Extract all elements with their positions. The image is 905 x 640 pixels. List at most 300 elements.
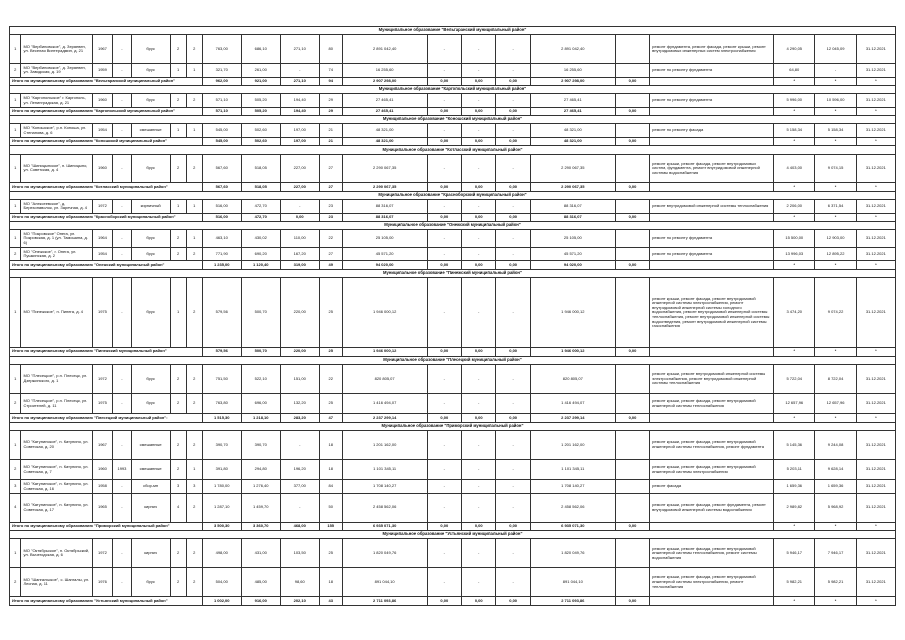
total-c11: 0,00	[427, 183, 461, 191]
total-c13: 0,00	[496, 348, 530, 356]
cell-s2: 485,00	[241, 568, 280, 597]
cell-s3: 220,00	[280, 278, 319, 348]
cell-s1: 504,00	[202, 568, 241, 597]
cell-people: 80	[319, 35, 342, 64]
total-s2: 472,70	[241, 213, 280, 221]
cell-date: 31.12.2021	[856, 94, 895, 107]
group-header-row	[10, 146, 896, 154]
cell-c3: -	[113, 278, 131, 348]
cell-date: 31.12.2021	[856, 64, 895, 77]
total-people: 43	[319, 597, 342, 606]
total-s2: 3 360,70	[241, 522, 280, 530]
cell-year: 1964	[92, 230, 113, 248]
total-label: Итого по муниципальному образованию "Онежский муниципальный район"	[10, 261, 203, 269]
empty-cell	[650, 261, 774, 269]
total-c11: 0,00	[427, 522, 461, 530]
total-s1: 962,00	[202, 77, 241, 85]
total-cost2: *	[815, 522, 856, 530]
cell-entr: 1	[186, 460, 202, 480]
cell-c12: -	[462, 480, 496, 493]
cell-floors: 1	[170, 278, 186, 348]
cell-people: 21	[319, 124, 342, 137]
table-row	[10, 94, 896, 107]
cell-s1: 567,60	[202, 154, 241, 183]
total-c13: 0,00	[496, 183, 530, 191]
cell-works: ремонт по ремонту фундамента	[650, 230, 774, 248]
cell-c14: 1 820 049,76	[530, 539, 615, 568]
total-s3: 319,00	[280, 261, 319, 269]
group-title: Муниципальное образование "Устьянский муниципальный район"	[10, 531, 896, 539]
cell-cost1: 15 500,00	[774, 230, 815, 248]
cell-entr: 2	[186, 364, 202, 393]
cell-c11: -	[427, 431, 461, 460]
cell-s1: 516,00	[202, 200, 241, 213]
total-date: *	[856, 348, 895, 356]
cell-total: 1 416 494,07	[342, 393, 427, 413]
total-s2: 916,00	[241, 597, 280, 606]
cell-address: МО "Плесецкое", р.п. Плесецк, ул. Строителей, д. 11	[21, 393, 92, 413]
cell-cost2: 12 895,22	[815, 248, 856, 261]
total-total: 94 020,00	[342, 261, 427, 269]
cell-c11: -	[427, 460, 461, 480]
total-date: *	[856, 137, 895, 145]
total-s1: 545,00	[202, 137, 241, 145]
cell-c13: -	[496, 94, 530, 107]
cell-c14: 16 255,60	[530, 64, 615, 77]
cell-c12: -	[462, 431, 496, 460]
group-header-row	[10, 221, 896, 229]
total-s3: 468,00	[280, 522, 319, 530]
total-c11: 0,00	[427, 597, 461, 606]
cell-c11: -	[427, 539, 461, 568]
cell-material: брус	[131, 568, 170, 597]
cell-c14: 2 290 067,35	[530, 154, 615, 183]
group-header-row	[10, 27, 896, 35]
cell-address: МО "Плесецкое", р.п. Плесецк, ул. Дзержинского, д. 1	[21, 364, 92, 393]
cell-year: 1975	[92, 393, 113, 413]
cell-total: 88 316,07	[342, 200, 427, 213]
cell-c12: -	[462, 364, 496, 393]
cell-n: 2	[10, 64, 21, 77]
total-c14: 94 020,00	[530, 261, 615, 269]
cell-c14: 891 044,10	[530, 568, 615, 597]
cell-entr: 1	[186, 64, 202, 77]
cell-year: 1967	[92, 431, 113, 460]
cell-c11: -	[427, 64, 461, 77]
cell-s3: 194,40	[280, 94, 319, 107]
cell-floors: 1	[170, 200, 186, 213]
empty-cell	[615, 64, 649, 77]
total-c13: 0,00	[496, 414, 530, 422]
total-cost2: *	[815, 77, 856, 85]
total-c15: 0,00	[615, 414, 649, 422]
cell-cost1: 5 203,11	[774, 460, 815, 480]
cell-material: брус	[131, 230, 170, 248]
cell-year: 1975	[92, 278, 113, 348]
cell-material: брус	[131, 393, 170, 413]
cell-c12: -	[462, 493, 496, 522]
total-c15: 0,00	[615, 261, 649, 269]
cell-material: брус	[131, 35, 170, 64]
cell-date: 31.12.2021	[856, 364, 895, 393]
cell-total: 1 201 162,00	[342, 431, 427, 460]
total-people: 49	[319, 261, 342, 269]
cell-cost2: 12 045,09	[815, 35, 856, 64]
total-people: 21	[319, 137, 342, 145]
cell-c11: -	[427, 230, 461, 248]
total-label: Итого по муниципальному образованию "Устьянский муниципальный район"	[10, 597, 203, 606]
cell-c3: -	[113, 94, 131, 107]
group-header-row	[10, 356, 896, 364]
cell-material: сбор-мн	[131, 480, 170, 493]
cell-material: брус	[131, 278, 170, 348]
total-c11: 0,00	[427, 261, 461, 269]
group-title: Муниципальное образование "Коношский муниципальный район"	[10, 116, 896, 124]
cell-address: МО "Катунинское", п. Катунино, ул. Советская, д. 16	[21, 480, 92, 493]
cell-address: МО "Вербиновское", д. Зеряевен, ул. Веселая Винтерадмин, д. 21	[21, 35, 92, 64]
cell-n: 1	[10, 94, 21, 107]
cell-address: МО "Пинежское", п. Пинега, д. 4	[21, 278, 92, 348]
empty-cell	[650, 414, 774, 422]
total-c13: 0,00	[496, 522, 530, 530]
cell-material: смешанные	[131, 124, 170, 137]
cell-s3: 377,00	[280, 480, 319, 493]
table-row	[10, 539, 896, 568]
empty-cell	[615, 248, 649, 261]
cell-people: 18	[319, 568, 342, 597]
total-s2: 500,70	[241, 348, 280, 356]
total-c14: 27 465,41	[530, 107, 615, 115]
total-people: 29	[319, 107, 342, 115]
total-date: *	[856, 213, 895, 221]
cell-n: 1	[10, 200, 21, 213]
total-c13: 0,00	[496, 597, 530, 606]
cell-s3: 98,60	[280, 568, 319, 597]
cell-cost2: 6 371,54	[815, 200, 856, 213]
total-c14: 2 907 298,00	[530, 77, 615, 85]
cell-total: 45 571,20	[342, 248, 427, 261]
cell-c14: 25 105,00	[530, 230, 615, 248]
total-c11: 0,00	[427, 77, 461, 85]
total-label: Итого по муниципальному образованию "Пинежский муниципальный район"	[10, 348, 203, 356]
cell-s1: 1 287,10	[202, 493, 241, 522]
total-c12: 0,00	[462, 348, 496, 356]
cell-c3: -	[113, 431, 131, 460]
total-c15: 0,00	[615, 348, 649, 356]
total-date: *	[856, 183, 895, 191]
cell-year: 1954	[92, 124, 113, 137]
cell-n: 1	[10, 154, 21, 183]
cell-s2: 518,05	[241, 154, 280, 183]
cell-s2: 505,20	[241, 94, 280, 107]
cell-cost1: 1 659,36	[774, 480, 815, 493]
total-c12: 0,00	[462, 107, 496, 115]
total-label: Итого по муниципальному образованию "Котласский муниципальный район"	[10, 183, 203, 191]
cell-works: ремонт крыши, ремонт фасада, ремонт внутридомовой инженерной системы теплоснабжения, ремонт фундамента	[650, 431, 774, 460]
cell-year: 1960	[92, 94, 113, 107]
group-total-row	[10, 597, 896, 606]
total-s1: 579,56	[202, 348, 241, 356]
total-c12: 0,00	[462, 213, 496, 221]
cell-people: 29	[319, 94, 342, 107]
cell-floors: 2	[170, 364, 186, 393]
cell-n: 3	[10, 480, 21, 493]
cell-total: 27 465,41	[342, 94, 427, 107]
total-c14: 2 290 067,35	[530, 183, 615, 191]
cell-c13: -	[496, 124, 530, 137]
cell-total: 1 708 140,27	[342, 480, 427, 493]
cell-c13: -	[496, 64, 530, 77]
total-c13: 0,00	[496, 107, 530, 115]
cell-s1: 545,00	[202, 124, 241, 137]
cell-floors: 1	[170, 64, 186, 77]
cell-c13: -	[496, 200, 530, 213]
cell-cost2: 5 982,21	[815, 568, 856, 597]
cell-s1: 571,10	[202, 94, 241, 107]
total-cost1: *	[774, 107, 815, 115]
cell-c11: -	[427, 480, 461, 493]
cell-address: МО "Катунинское", п. Катунино, ул. Советская, д. 7	[21, 460, 92, 480]
cell-c12: -	[462, 460, 496, 480]
cell-s1: 579,56	[202, 278, 241, 348]
cell-date: 31.12.2021	[856, 539, 895, 568]
cell-cost1: 5 996,00	[774, 94, 815, 107]
cell-floors: 1	[170, 124, 186, 137]
cell-c3: 1993	[113, 460, 131, 480]
cell-c12: -	[462, 64, 496, 77]
cell-c12: -	[462, 278, 496, 348]
cell-year: 1959	[92, 64, 113, 77]
cell-works: ремонт крыши, ремонт фасада, ремонт внутридомовой инженерной системы электроснабжения, ремонт теплоснабжения	[650, 568, 774, 597]
cell-entr: 2	[186, 248, 202, 261]
cell-total: 891 044,10	[342, 568, 427, 597]
cell-n: 1	[10, 124, 21, 137]
cell-c3: -	[113, 568, 131, 597]
cell-year: 1965	[92, 493, 113, 522]
cell-c3: -	[113, 154, 131, 183]
group-total-row	[10, 261, 896, 269]
cell-c14: 27 465,41	[530, 94, 615, 107]
cell-material: брус	[131, 64, 170, 77]
empty-cell	[615, 393, 649, 413]
cell-s3: 151,00	[280, 364, 319, 393]
group-total-row	[10, 522, 896, 530]
total-c12: 0,00	[462, 261, 496, 269]
cell-address: МО "Онежское", г. Онега, ул. Пушкинская, д. 2	[21, 248, 92, 261]
total-total: 1 946 000,12	[342, 348, 427, 356]
cell-c3: -	[113, 124, 131, 137]
empty-cell	[615, 493, 649, 522]
total-c14: 2 711 093,86	[530, 597, 615, 606]
cell-date: 31.12.2021	[856, 200, 895, 213]
total-label: Итого по муниципальному образованию "Красноборский муниципальный район"	[10, 213, 203, 221]
cell-entr: 2	[186, 94, 202, 107]
cell-floors: 2	[170, 539, 186, 568]
group-total-row	[10, 107, 896, 115]
cell-entr: 1	[186, 124, 202, 137]
total-c14: 88 316,07	[530, 213, 615, 221]
cell-works: ремонт внутридомовой инженерной системы теплоснабжения	[650, 200, 774, 213]
cell-works: ремонт крыши, ремонт фасада, ремонт внутридомовых систем, фундамента, ремонт внутридомовой инженерной системы водоснабжения	[650, 154, 774, 183]
cell-floors: 2	[170, 230, 186, 248]
table-row	[10, 35, 896, 64]
cell-cost1: 12 657,96	[774, 393, 815, 413]
cell-address: МО "Шипицынское", п. Шипицыно, ул. Советская, д. 4	[21, 154, 92, 183]
table-row	[10, 230, 896, 248]
total-total: 88 316,07	[342, 213, 427, 221]
cell-c11: -	[427, 35, 461, 64]
cell-cost1: 13 996,03	[774, 248, 815, 261]
cell-c13: -	[496, 568, 530, 597]
cell-c11: -	[427, 248, 461, 261]
total-total: 27 465,41	[342, 107, 427, 115]
cell-c14: 1 946 000,12	[530, 278, 615, 348]
cell-c11: -	[427, 568, 461, 597]
cell-c3: -	[113, 64, 131, 77]
cell-total: 16 255,60	[342, 64, 427, 77]
empty-cell	[650, 107, 774, 115]
total-cost2: *	[815, 183, 856, 191]
cell-date: 31.12.2021	[856, 154, 895, 183]
empty-cell	[650, 348, 774, 356]
cell-entr: 2	[186, 278, 202, 348]
cell-material: кирпичный	[131, 200, 170, 213]
total-date: *	[856, 597, 895, 606]
cell-material: брус	[131, 248, 170, 261]
total-s2: 1 120,40	[241, 261, 280, 269]
cell-s3: 167,20	[280, 248, 319, 261]
cell-works: ремонт фундамента, ремонт фасада, ремонт крыши, ремонт внутридомовых инженерных систем электроснабжения	[650, 35, 774, 64]
cell-address: МО "Октябрьское", п. Октябрьский, ул. Вычегодская, д. 6	[21, 539, 92, 568]
cell-s3: 110,00	[280, 230, 319, 248]
cell-s2: 390,70	[241, 431, 280, 460]
total-s1: 3 500,30	[202, 522, 241, 530]
cell-s3: 271,10	[280, 35, 319, 64]
cell-n: 1	[10, 539, 21, 568]
cell-material: смешанные	[131, 431, 170, 460]
empty-cell	[615, 431, 649, 460]
empty-cell	[650, 597, 774, 606]
cell-material: смешанные	[131, 460, 170, 480]
cell-cost2: 9 074,22	[815, 278, 856, 348]
group-header-row	[10, 422, 896, 430]
total-c15: 0,00	[615, 183, 649, 191]
total-c15: 0,00	[615, 522, 649, 530]
total-cost1: *	[774, 261, 815, 269]
cell-entr: 2	[186, 154, 202, 183]
empty-cell	[615, 278, 649, 348]
cell-n: 4	[10, 493, 21, 522]
total-people: 47	[319, 414, 342, 422]
total-cost2: *	[815, 348, 856, 356]
cell-date: 31.12.2021	[856, 493, 895, 522]
total-s3: 202,10	[280, 597, 319, 606]
cell-c3: -	[113, 393, 131, 413]
cell-material: брус	[131, 154, 170, 183]
cell-address: МО "Шангальское", с. Шангалы, ул. Лесная, д. 11	[21, 568, 92, 597]
total-c12: 0,00	[462, 137, 496, 145]
total-date: *	[856, 77, 895, 85]
cell-entr: 1	[186, 230, 202, 248]
cell-year: 1972	[92, 200, 113, 213]
cell-entr: 2	[186, 493, 202, 522]
cell-date: 31.12.2021	[856, 35, 895, 64]
total-c13: 0,00	[496, 213, 530, 221]
total-s3: 197,00	[280, 137, 319, 145]
cell-total: 48 321,00	[342, 124, 427, 137]
table-row	[10, 124, 896, 137]
total-s3: 227,00	[280, 183, 319, 191]
cell-s3: 197,00	[280, 124, 319, 137]
group-header-row	[10, 191, 896, 199]
cell-entr: 3	[186, 480, 202, 493]
cell-n: 1	[10, 230, 21, 248]
cell-c12: -	[462, 539, 496, 568]
total-c11: 0,00	[427, 213, 461, 221]
empty-cell	[650, 183, 774, 191]
cell-year: 1958	[92, 480, 113, 493]
empty-cell	[615, 480, 649, 493]
table-row	[10, 431, 896, 460]
cell-cost1: 5 722,04	[774, 364, 815, 393]
cell-works: ремонт по ремонту фундамента	[650, 94, 774, 107]
cell-floors: 2	[170, 94, 186, 107]
cell-c11: -	[427, 393, 461, 413]
total-cost1: *	[774, 137, 815, 145]
empty-cell	[650, 522, 774, 530]
total-total: 2 237 299,14	[342, 414, 427, 422]
empty-cell	[615, 539, 649, 568]
cell-c12: -	[462, 393, 496, 413]
total-s1: 1 235,00	[202, 261, 241, 269]
total-cost1: *	[774, 597, 815, 606]
cell-c14: 2 891 042,40	[530, 35, 615, 64]
total-s1: 571,10	[202, 107, 241, 115]
cell-c13: -	[496, 460, 530, 480]
total-people: 27	[319, 183, 342, 191]
total-c12: 0,00	[462, 77, 496, 85]
cell-cost2: 10 596,00	[815, 94, 856, 107]
cell-people: 50	[319, 493, 342, 522]
cell-entr: 2	[186, 539, 202, 568]
cell-s1: 771,90	[202, 248, 241, 261]
cell-s1: 498,00	[202, 539, 241, 568]
cell-floors: 2	[170, 154, 186, 183]
cell-s1: 463,10	[202, 230, 241, 248]
cell-c13: -	[496, 364, 530, 393]
total-c13: 0,00	[496, 137, 530, 145]
total-cost1: *	[774, 414, 815, 422]
cell-entr: 2	[186, 393, 202, 413]
cell-year: 1972	[92, 364, 113, 393]
group-header-row	[10, 531, 896, 539]
cell-cost2: 12 657,96	[815, 393, 856, 413]
group-title: Муниципальное образование "Вельгаранский муниципальный район"	[10, 27, 896, 35]
cell-c14: 1 416 494,07	[530, 393, 615, 413]
cell-people: 22	[319, 230, 342, 248]
empty-cell	[615, 200, 649, 213]
cell-c14: 820 805,07	[530, 364, 615, 393]
cell-cost1: 5 145,36	[774, 431, 815, 460]
total-total: 48 321,00	[342, 137, 427, 145]
table-row	[10, 200, 896, 213]
group-title: Муниципальное образование "Пинежский муниципальный район"	[10, 269, 896, 277]
cell-year: 1976	[92, 568, 113, 597]
total-date: *	[856, 261, 895, 269]
cell-address: МО "Катунинское", п. Катунино, ул. Советская, д. 20	[21, 431, 92, 460]
total-label: Итого по муниципальному образованию "Плесецкий муниципальный район":	[10, 414, 203, 422]
total-s1: 516,00	[202, 213, 241, 221]
